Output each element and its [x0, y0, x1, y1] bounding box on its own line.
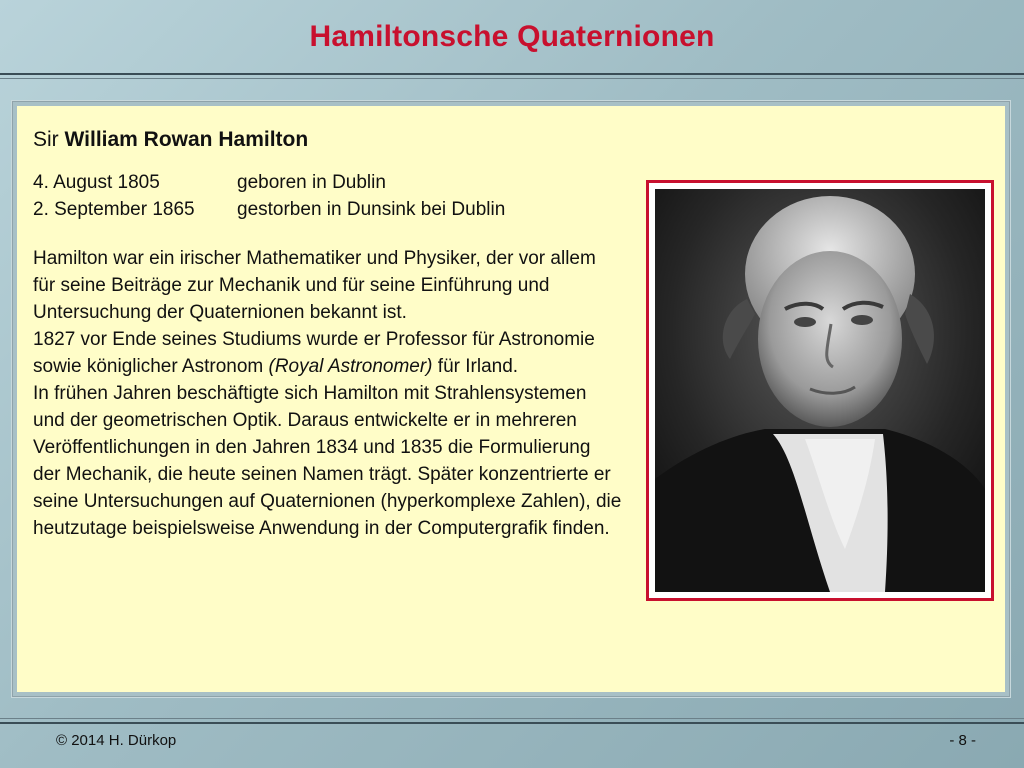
- copyright-text: © 2014 H. Dürkop: [56, 732, 177, 749]
- page-number: - 8 -: [949, 732, 976, 749]
- person-name: William Rowan Hamilton: [64, 128, 309, 151]
- slide-title: Hamiltonsche Quaternionen: [309, 20, 715, 53]
- portrait-mat: [649, 183, 991, 598]
- portrait-frame: [646, 180, 994, 601]
- bio-paragraph-2-end: für Irland.: [437, 356, 519, 377]
- portrait-photo: [655, 189, 985, 592]
- name-prefix: Sir: [33, 128, 59, 151]
- birth-row: [33, 169, 623, 196]
- footer-divider-thin: [0, 718, 1024, 719]
- death-event: gestorben in Dunsink bei Dublin: [237, 199, 506, 220]
- death-row: [33, 196, 623, 223]
- bio-paragraph-3: In frühen Jahren beschäftigte sich Hamilton mit Strahlensystemen und der geometrischen Optik. Daraus entwickelte er in mehreren Veröffentlichungen in den Jahren 1834 und 1835 die Formulierung der Mechanik, die heute seinen Namen trägt. Später konzentrierte er seine Untersuchungen auf Quaternionen (hyperkomplexe Zahlen), die heutzutage beispielsweise Anwendung in der Computergrafik finden.: [33, 383, 622, 539]
- bio-paragraph-2: [33, 326, 623, 380]
- birth-event: geboren in Dublin: [237, 172, 386, 193]
- title-divider-thin: [0, 78, 1024, 79]
- royal-astronomer-term: (Royal Astronomer): [268, 356, 433, 377]
- biography-text: [33, 126, 623, 542]
- life-dates: [33, 169, 623, 223]
- footer-divider: [0, 722, 1024, 724]
- birth-date: 4. August 1805: [33, 172, 160, 193]
- bio-paragraph-1: Hamilton war ein irischer Mathematiker und Physiker, der vor allem für seine Beiträge zur Mechanik und für seine Einführung und Untersuchung der Quaternionen bekannt ist.: [33, 248, 596, 323]
- death-date: 2. September 1865: [33, 199, 195, 220]
- bio-paragraph-2-start: 1827 vor Ende seines Studiums wurde er Professor für Astronomie sowie königlicher Astronom: [33, 329, 595, 377]
- title-divider: [0, 73, 1024, 75]
- person-name-line: [33, 126, 623, 153]
